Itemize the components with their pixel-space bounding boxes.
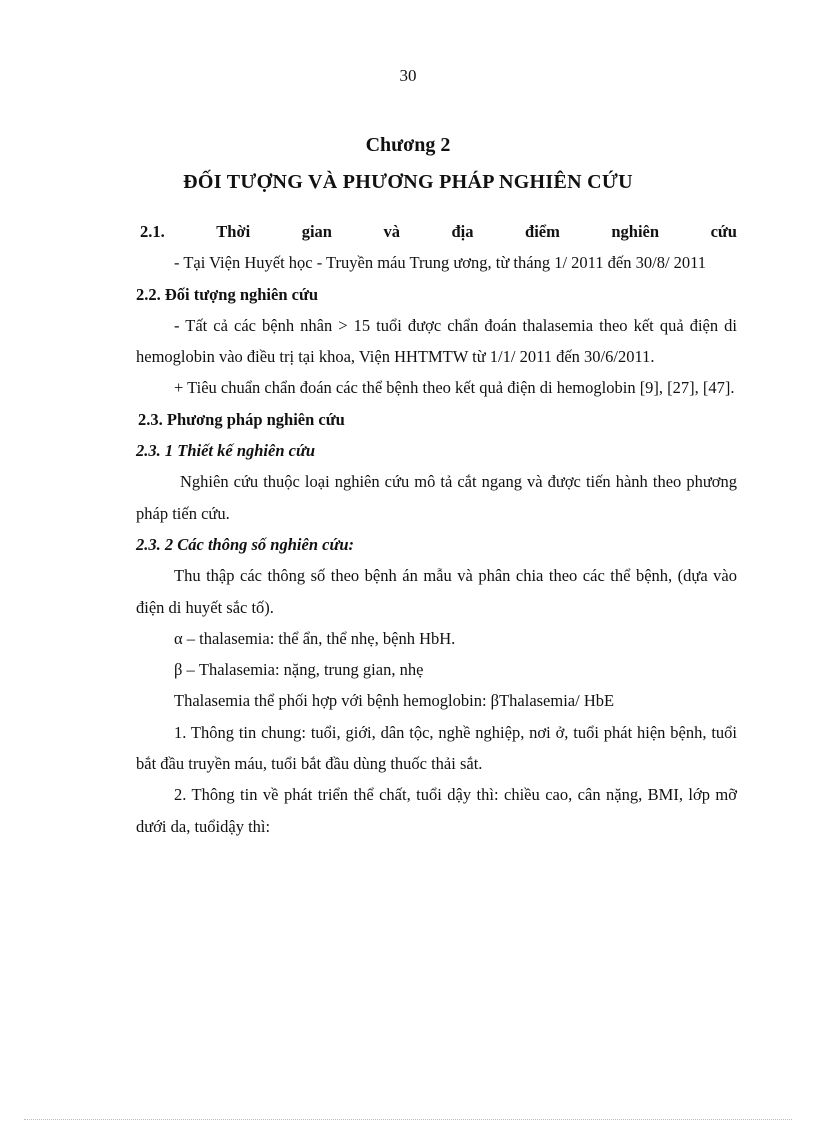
section-heading-2-3: 2.3. Phương pháp nghiên cứu: [138, 409, 345, 429]
subsection-2-3-1-text: Nghiên cứu thuộc loại nghiên cứu mô tả cắt ngang và được tiến hành theo phương pháp tiến cứu.: [136, 472, 737, 523]
document-body: [136, 216, 737, 842]
section-heading-2-2: 2.2. Đối tượng nghiên cứu: [136, 284, 319, 304]
combined-thalasemia-line: Thalasemia thể phối hợp với bệnh hemoglobin: βThalasemia/ HbE: [174, 691, 615, 711]
subsection-heading-2-3-1: 2.3. 1 Thiết kế nghiên cứu: [136, 441, 316, 461]
section-2-1-text: - Tại Viện Huyết học - Truyền máu Trung ương, từ tháng 1/ 2011 đến 30/8/ 2011: [174, 253, 707, 273]
page-bottom-divider: [24, 1119, 792, 1120]
heading-word: và: [383, 222, 400, 241]
heading-word: điểm: [525, 222, 560, 241]
list-item-1: 1. Thông tin chung: tuổi, giới, dân tộc, nghề nghiệp, nơi ở, tuổi phát hiện bệnh, tuổi bắt đầu truyền máu, tuổi bắt đầu dùng thuốc thải sắt.: [136, 722, 737, 774]
list-item-2: 2. Thông tin về phát triển thể chất, tuổi dậy thì: chiều cao, cân nặng, BMI, lớp mỡ dưới da, tuổidậy thì:: [136, 785, 737, 836]
section-2-2-para-1: - Tất cả các bệnh nhân > 15 tuổi được chẩn đoán thalasemia theo kết quả điện di hemoglobin vào điều trị tại khoa, Viện HHTMTW từ 1/1/ 2011 đến 30/6/2011.: [136, 315, 737, 367]
heading-word: cứu: [710, 222, 737, 241]
heading-word: Thời: [216, 222, 251, 241]
heading-word: 2.1.: [140, 222, 165, 241]
chapter-title: ĐỐI TƯỢNG VÀ PHƯƠNG PHÁP NGHIÊN CỨU: [183, 171, 633, 193]
page-number: 30: [399, 66, 417, 85]
chapter-label: Chương 2: [365, 134, 451, 156]
beta-thalasemia-line: β – Thalasemia: nặng, trung gian, nhẹ: [174, 660, 424, 680]
alpha-thalasemia-line: α – thalasemia: thể ẩn, thể nhẹ, bệnh HbH.: [174, 628, 456, 648]
section-heading-2-1: [136, 216, 737, 247]
heading-word: gian: [301, 222, 332, 241]
heading-word: nghiên: [611, 222, 660, 241]
subsection-heading-2-3-2: 2.3. 2 Các thông số nghiên cứu:: [136, 534, 355, 554]
section-2-2-para-2: + Tiêu chuẩn chẩn đoán các thể bệnh theo kết quả điện di hemoglobin [9], [27], [47].: [174, 378, 735, 398]
heading-word: địa: [451, 222, 474, 241]
subsection-2-3-2-intro: Thu thập các thông số theo bệnh án mẫu và phân chia theo các thể bệnh, (dựa vào điện di huyết sắc tố).: [136, 566, 737, 617]
